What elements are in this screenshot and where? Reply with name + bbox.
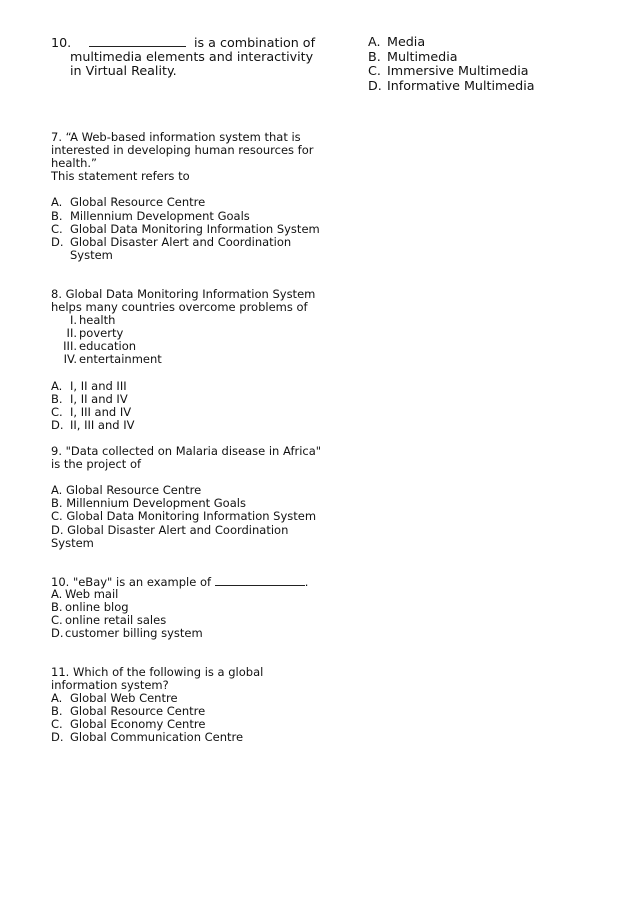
question-text-line: multimedia elements and interactivity — [70, 48, 314, 64]
roman-numeral: II. — [66, 326, 77, 341]
option-d — [51, 731, 263, 744]
option-text: Informative Multimedia — [387, 77, 535, 93]
question-text: 10. "eBay" is an example of — [51, 575, 212, 589]
option-text: Global Resource Centre — [70, 195, 206, 210]
option-label: A. — [51, 691, 63, 706]
option-text: online retail sales — [65, 613, 167, 628]
option-a — [51, 196, 320, 209]
option-text: II, III and IV — [70, 417, 135, 432]
roman-numeral: I. — [69, 313, 77, 328]
option-c — [51, 406, 315, 419]
option-c — [368, 64, 535, 79]
question-number: 10. — [51, 35, 72, 50]
roman-item-text: education — [79, 339, 137, 354]
option-label: D. — [51, 730, 64, 745]
question-10-top-options — [368, 35, 535, 93]
option-d: D. Global Disaster Alert and Coordination — [51, 522, 289, 537]
option-text: Global Data Monitoring Information System — [70, 221, 320, 236]
option-text: Multimedia — [387, 48, 458, 64]
roman-item-text: health — [79, 313, 116, 328]
option-text: Global Economy Centre — [70, 717, 206, 732]
option-d-continuation: System — [51, 535, 94, 550]
option-a — [368, 35, 535, 50]
question-text-line: 8. Global Data Monitoring Information System — [51, 287, 316, 301]
option-text: Millennium Development Goals — [70, 208, 250, 223]
option-label: C. — [51, 613, 63, 628]
option-text: Web mail — [65, 587, 119, 602]
option-text: customer billing system — [65, 626, 203, 641]
roman-item-text: poverty — [79, 326, 124, 341]
option-text: Immersive Multimedia — [387, 63, 529, 79]
option-text: Global Disaster Alert and Coordination — [70, 234, 292, 249]
option-a: A. Global Resource Centre — [51, 483, 202, 498]
option-text: Global Communication Centre — [70, 730, 244, 745]
question-text-line: helps many countries overcome problems of — [51, 300, 308, 315]
question-text-line: This statement refers to — [51, 169, 190, 184]
option-text: I, II and IV — [70, 391, 128, 406]
question-8 — [51, 288, 315, 432]
option-label: B. — [51, 391, 63, 406]
option-label: A. — [51, 195, 63, 210]
question-9 — [51, 445, 321, 550]
answer-blank — [215, 575, 305, 586]
option-b — [51, 393, 315, 406]
option-d — [51, 419, 315, 432]
option-d — [368, 79, 535, 94]
option-text: I, II and III — [70, 378, 127, 393]
question-text-line: interested in developing human resources for — [51, 143, 314, 158]
question-11 — [51, 666, 263, 745]
option-d-continuation: System — [70, 247, 113, 262]
option-b — [368, 50, 535, 65]
question-text-line: information system? — [51, 678, 169, 693]
option-c: C. Global Data Monitoring Information System — [51, 509, 317, 524]
option-d — [51, 236, 320, 249]
option-label: B. — [51, 208, 63, 223]
option-label: D. — [51, 234, 64, 249]
option-text: Global Resource Centre — [70, 704, 206, 719]
question-text-line: in Virtual Reality. — [70, 63, 177, 79]
option-label: B. — [368, 48, 381, 64]
roman-numeral: IV. — [63, 352, 77, 367]
question-text-line: health.” — [51, 156, 98, 171]
option-d — [51, 627, 308, 640]
question-text: is a combination of — [194, 35, 316, 50]
option-text: I, III and IV — [70, 404, 132, 419]
option-label: B. — [51, 600, 63, 615]
option-b — [51, 210, 320, 223]
question-text-line: 9. "Data collected on Malaria disease in Africa" — [51, 444, 322, 458]
option-label: C. — [51, 221, 63, 236]
option-label: C. — [51, 404, 63, 419]
answer-blank — [89, 35, 186, 47]
option-label: D. — [51, 417, 64, 432]
question-text-line: 11. Which of the following is a global — [51, 665, 264, 679]
option-label: B. — [51, 704, 63, 719]
roman-item-text: entertainment — [79, 352, 162, 367]
question-text-end: . — [304, 575, 309, 589]
option-text: online blog — [65, 600, 129, 615]
option-label: A. — [368, 34, 381, 49]
question-10-top — [51, 35, 315, 79]
roman-item — [51, 353, 315, 366]
option-a — [51, 380, 315, 393]
option-b: B. Millennium Development Goals — [51, 496, 246, 511]
question-text-line: 7. “A Web-based information system that is — [51, 130, 301, 144]
option-label: A. — [51, 378, 63, 393]
option-label: D. — [51, 626, 64, 641]
question-text-line: is the project of — [51, 457, 142, 472]
option-label: C. — [368, 63, 381, 79]
option-text: Global Web Centre — [70, 691, 178, 706]
option-label: C. — [51, 717, 63, 732]
option-text: Media — [387, 34, 426, 49]
option-c — [51, 223, 320, 236]
question-10 — [51, 575, 308, 640]
option-label: A. — [51, 587, 63, 602]
option-label: D. — [368, 77, 382, 93]
question-7 — [51, 131, 320, 262]
roman-numeral: III. — [63, 339, 77, 354]
